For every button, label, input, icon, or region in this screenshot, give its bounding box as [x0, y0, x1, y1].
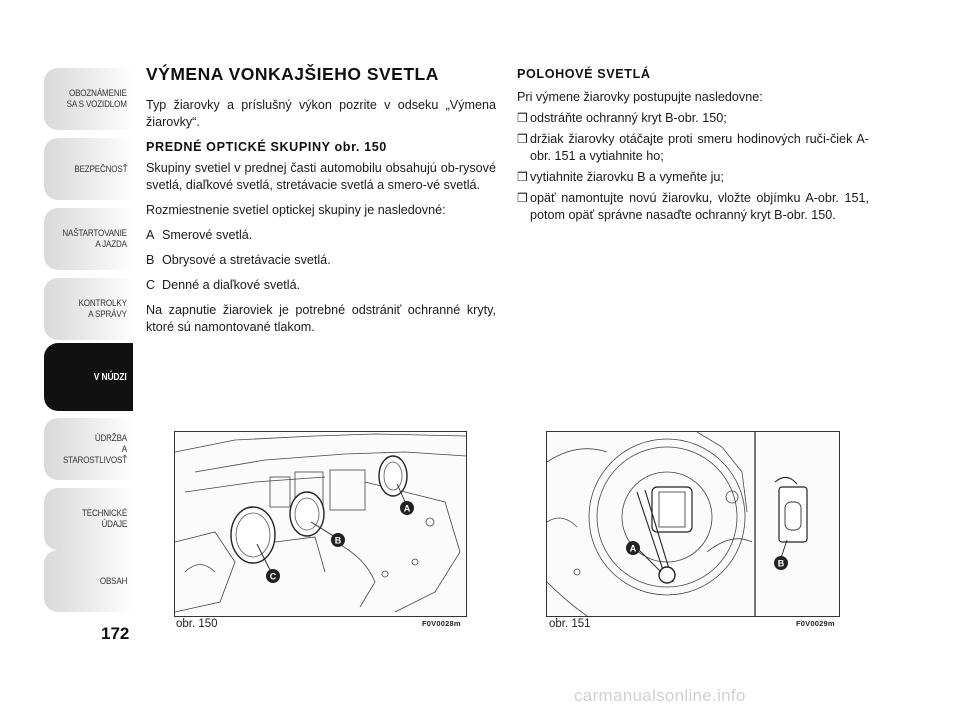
paragraph-1: Skupiny svetiel v prednej časti automobilu obsahujú ob-rysové svetlá, diaľkové svetlá, stretávacie svetlá a smero-vé svetlá. [146, 161, 496, 192]
tab-obsah[interactable]: OBSAH [44, 548, 133, 614]
label-b: B [777, 558, 785, 569]
list-item: C Denné a diaľkové svetlá. [146, 278, 301, 292]
left-column [146, 66, 496, 344]
step-item: ❒ odstráňte ochranný kryt B-obr. 150; [517, 111, 727, 125]
tab-v-nudzi[interactable]: V NÚDZI [44, 344, 133, 410]
step-item: ❒ vytiahnite žiarovku B a vymeňte ju; [517, 170, 724, 184]
step-item: ❒ držiak žiarovky otáčajte proti smeru hodinových ruči-čiek A-obr. 151 a vytiahnite ho; [517, 132, 869, 163]
checkbox-icon: ❒ [517, 111, 528, 125]
figure-151-code: F0V0029m [796, 619, 835, 628]
checkbox-icon: ❒ [517, 191, 528, 205]
tab-udrzba[interactable]: ÚDRŽBA A STAROSTLIVOSŤ [44, 416, 133, 482]
intro-text: Typ žiarovky a príslušný výkon pozrite v odseku „Výmena žiarovky“. [146, 98, 496, 129]
label-a: A [629, 543, 637, 554]
tab-kontrolky[interactable]: KONTROLKY A SPRÁVY [44, 276, 133, 342]
bulb-holder-illustration [547, 432, 839, 616]
label-b: B [334, 535, 342, 546]
intro-text: Pri výmene žiarovky postupujte nasledovne: [517, 90, 763, 104]
paragraph-2: Rozmiestnenie svetiel optickej skupiny je nasledovné: [146, 203, 446, 217]
figure-150-code: F0V0028m [422, 619, 461, 628]
figure-150-image [174, 431, 467, 617]
tab-nastartovanie[interactable]: NAŠTARTOVANIE A JAZDA [44, 206, 133, 272]
paragraph-3: Na zapnutie žiaroviek je potrebné odstrániť ochranné kryty, ktoré sú namontované tlakom. [146, 303, 496, 334]
watermark: carmanualsonline.info [574, 686, 746, 705]
tab-bezpecnost[interactable]: BEZPEČNOSŤ [44, 136, 133, 202]
tab-technicke[interactable]: TECHNICKÉ ÚDAJE [44, 486, 133, 552]
section-heading: POLOHOVÉ SVETLÁ [517, 67, 651, 81]
right-column [517, 66, 869, 228]
figure-150-caption: obr. 150 [176, 618, 218, 630]
figure-151-caption: obr. 151 [549, 618, 591, 630]
page-title: VÝMENA VONKAJŠIEHO SVETLA [146, 64, 439, 84]
list-item: B Obrysové a stretávacie svetlá. [146, 253, 331, 267]
label-a: A [403, 503, 411, 514]
figure-151-image [546, 431, 840, 617]
list-item: A Smerové svetlá. [146, 228, 253, 242]
tab-oboznamenie[interactable]: OBOZNÁMENIE SA S VOZIDLOM [44, 66, 133, 132]
headlight-illustration [175, 432, 466, 616]
section-heading: PREDNÉ OPTICKÉ SKUPINY obr. 150 [146, 140, 387, 154]
page-number: 172 [101, 624, 130, 643]
step-item: ❒ opäť namontujte novú žiarovku, vložte objímku A-obr. 151, potom opäť správne nasaďte ochranný kryt B-obr. 150. [517, 191, 869, 222]
checkbox-icon: ❒ [517, 170, 528, 184]
checkbox-icon: ❒ [517, 132, 528, 146]
label-c: C [269, 571, 277, 582]
